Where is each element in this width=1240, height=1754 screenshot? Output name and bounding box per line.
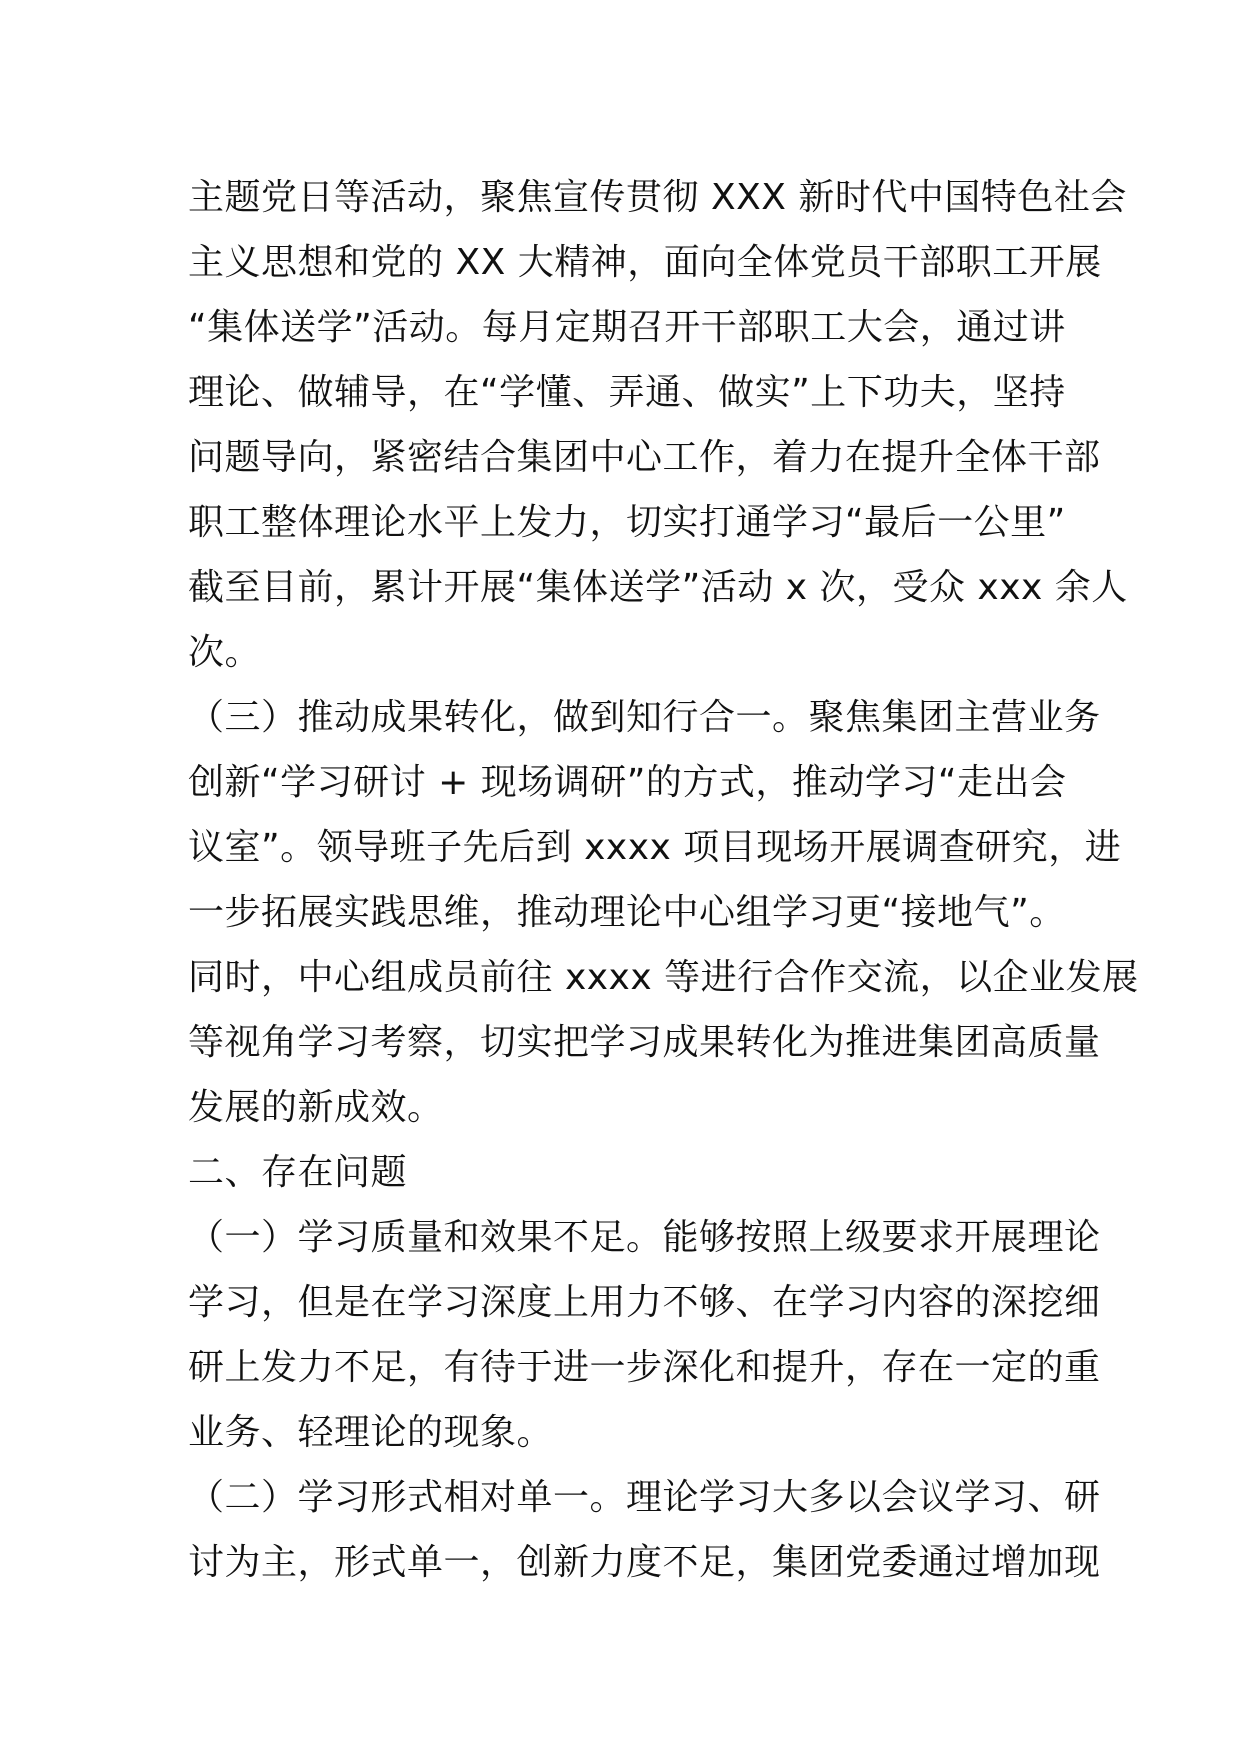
text-line: 同时，中心组成员前往 xxxx 等进行合作交流，以企业发展 xyxy=(188,957,1139,998)
text-line: 业务、轻理论的现象。 xyxy=(188,1412,554,1453)
text-line: 截至目前，累计开展“集体送学”活动 x 次，受众 xxx 余人 xyxy=(188,567,1128,608)
text-line: 次。 xyxy=(188,632,262,673)
section-heading-1: （一）学习质量和效果不足。能够按照上级要求开展理论 xyxy=(188,1217,1101,1258)
text-line: 主义思想和党的 XX 大精神，面向全体党员干部职工开展 xyxy=(188,242,1102,283)
text-line: 问题导向，紧密结合集团中心工作，着力在提升全体干部 xyxy=(188,437,1101,478)
section-heading-3: （三）推动成果转化，做到知行合一。聚焦集团主营业务 xyxy=(188,697,1101,738)
text-line: 发展的新成效。 xyxy=(188,1087,444,1128)
text-line: 议室”。领导班子先后到 xxxx 项目现场开展调查研究，进 xyxy=(188,827,1122,868)
text-line: 讨为主，形式单一，创新力度不足，集团党委通过增加现 xyxy=(188,1542,1101,1583)
text-line: 等视角学习考察，切实把学习成果转化为推进集团高质量 xyxy=(188,1022,1101,1063)
text-line: “集体送学”活动。每月定期召开干部职工大会，通过讲 xyxy=(188,307,1066,348)
text-line: 理论、做辅导，在“学懂、弄通、做实”上下功夫，坚持 xyxy=(188,372,1066,413)
text-line: 研上发力不足，有待于进一步深化和提升，存在一定的重 xyxy=(188,1347,1101,1388)
text-line: 一步拓展实践思维，推动理论中心组学习更“接地气”。 xyxy=(188,892,1066,933)
document-body xyxy=(188,165,1139,1595)
text-line: 创新“学习研讨 + 现场调研”的方式，推动学习“走出会 xyxy=(188,762,1067,803)
section-title-problems: 二、存在问题 xyxy=(188,1152,408,1193)
text-line: 职工整体理论水平上发力，切实打通学习“最后一公里” xyxy=(188,502,1066,543)
text-line: 主题党日等活动，聚焦宣传贯彻 XXX 新时代中国特色社会 xyxy=(188,177,1127,218)
text-line: 学习，但是在学习深度上用力不够、在学习内容的深挖细 xyxy=(188,1282,1101,1323)
section-heading-2: （二）学习形式相对单一。理论学习大多以会议学习、研 xyxy=(188,1477,1101,1518)
